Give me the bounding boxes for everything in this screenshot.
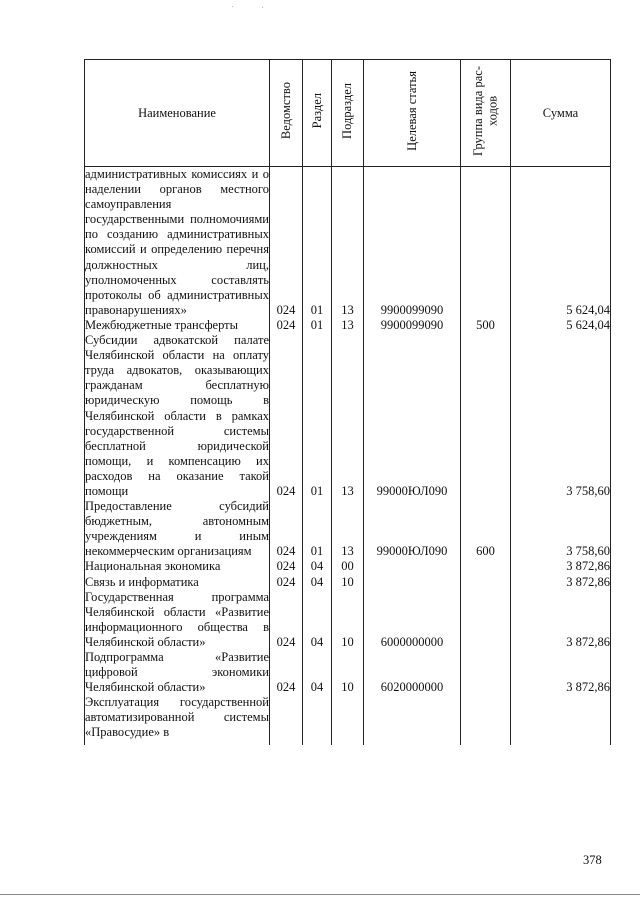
cell-sum: 3 872,86 [511,590,611,650]
cell-target [364,575,461,590]
cell-name: Субсидии адвокатской палате Челябинской области на оплату труда адвокатов, оказывающих гражданам бесплатную юридическую помощь в Челябинской области в рамках государственной системы бесплатной юридической помощи, и компенсацию их расходов на оказание такой помощи [85,333,269,498]
cell-section: 01 [303,333,332,499]
table-row [85,650,611,695]
page-number: 378 [583,853,602,867]
cell-section: 04 [303,590,332,650]
cell-sum: 3 872,86 [511,650,611,695]
cell-name: Государственная программа Челябинской области «Развитие информационного общества в Челябинской области» [85,589,269,649]
cell-name: Национальная экономика [85,559,270,574]
cell-dept: 024 [270,559,303,574]
cell-target [364,695,461,745]
cell-exptype: 600 [461,499,511,559]
cell-section: 01 [303,167,332,318]
header-subsection: Подраздел [332,60,364,167]
cell-sum: 3 872,86 [511,559,611,574]
cell-target: 9900099090 [364,318,461,333]
cell-sum: 3 872,86 [511,575,611,590]
budget-table [84,59,611,745]
header-exptype: Группа вида рас-ходов [461,60,511,167]
cell-section: 01 [303,318,332,333]
header-sum: Сумма [511,60,611,167]
cell-section [303,695,332,745]
cell-sum: 3 758,60 [511,499,611,559]
cell-section: 04 [303,559,332,574]
cell-dept: 024 [270,333,303,499]
table-row [85,499,611,559]
cell-exptype: 500 [461,318,511,333]
header-dept: Ведомство [270,60,303,167]
cell-name: Межбюджетные трансферты [85,318,270,333]
cell-dept: 024 [270,318,303,333]
cell-section: 04 [303,575,332,590]
cell-target: 6020000000 [364,650,461,695]
table-row [85,575,611,590]
cell-target: 99000ЮЛ090 [364,499,461,559]
cell-dept [270,695,303,745]
cell-exptype [461,695,511,745]
bottom-rule [0,894,640,895]
cell-exptype [461,575,511,590]
scan-speck [262,7,263,8]
cell-name: Связь и информатика [85,575,270,590]
cell-subsection: 10 [332,590,364,650]
cell-subsection: 10 [332,650,364,695]
cell-dept: 024 [270,499,303,559]
cell-exptype [461,167,511,318]
cell-section: 04 [303,650,332,695]
cell-target [364,559,461,574]
cell-dept: 024 [270,167,303,318]
cell-target: 9900099090 [364,167,461,318]
cell-subsection: 13 [332,167,364,318]
table-row [85,590,611,650]
header-target: Целевая статья [364,60,461,167]
cell-dept: 024 [270,650,303,695]
cell-sum [511,695,611,745]
cell-subsection [332,695,364,745]
header-name: Наименование [85,60,270,167]
cell-sum: 3 758,60 [511,333,611,499]
cell-dept: 024 [270,575,303,590]
cell-name: административных комиссиях и о наделении органов местного самоуправления государственными полномочиями по созданию административных комиссий и определению перечня должностных лиц, уполномоченных составлять протоколы об административных правонарушениях» [85,167,269,317]
cell-subsection: 13 [332,318,364,333]
cell-dept: 024 [270,590,303,650]
cell-exptype [461,650,511,695]
table-row [85,318,611,333]
cell-subsection: 13 [332,499,364,559]
cell-exptype [461,333,511,499]
cell-target: 99000ЮЛ090 [364,333,461,499]
header-section: Раздел [303,60,332,167]
cell-target: 6000000000 [364,590,461,650]
table-row [85,333,611,499]
table-row [85,167,611,318]
cell-name: Предоставление субсидий бюджетным, автономным учреждениям и иным некоммерческим организациям [85,499,269,559]
cell-exptype [461,559,511,574]
scan-speck [232,6,233,7]
table-header-row [85,60,611,167]
table-row [85,695,611,745]
cell-name: Эксплуатация государственной автоматизированной системы «Правосудие» в [85,695,270,745]
cell-name: Подпрограмма «Развитие цифровой экономики Челябинской области» [85,650,269,695]
cell-sum: 5 624,04 [511,318,611,333]
cell-subsection: 13 [332,333,364,499]
cell-exptype [461,590,511,650]
cell-sum: 5 624,04 [511,167,611,318]
cell-subsection: 10 [332,575,364,590]
cell-subsection: 00 [332,559,364,574]
cell-section: 01 [303,499,332,559]
table-row [85,559,611,574]
